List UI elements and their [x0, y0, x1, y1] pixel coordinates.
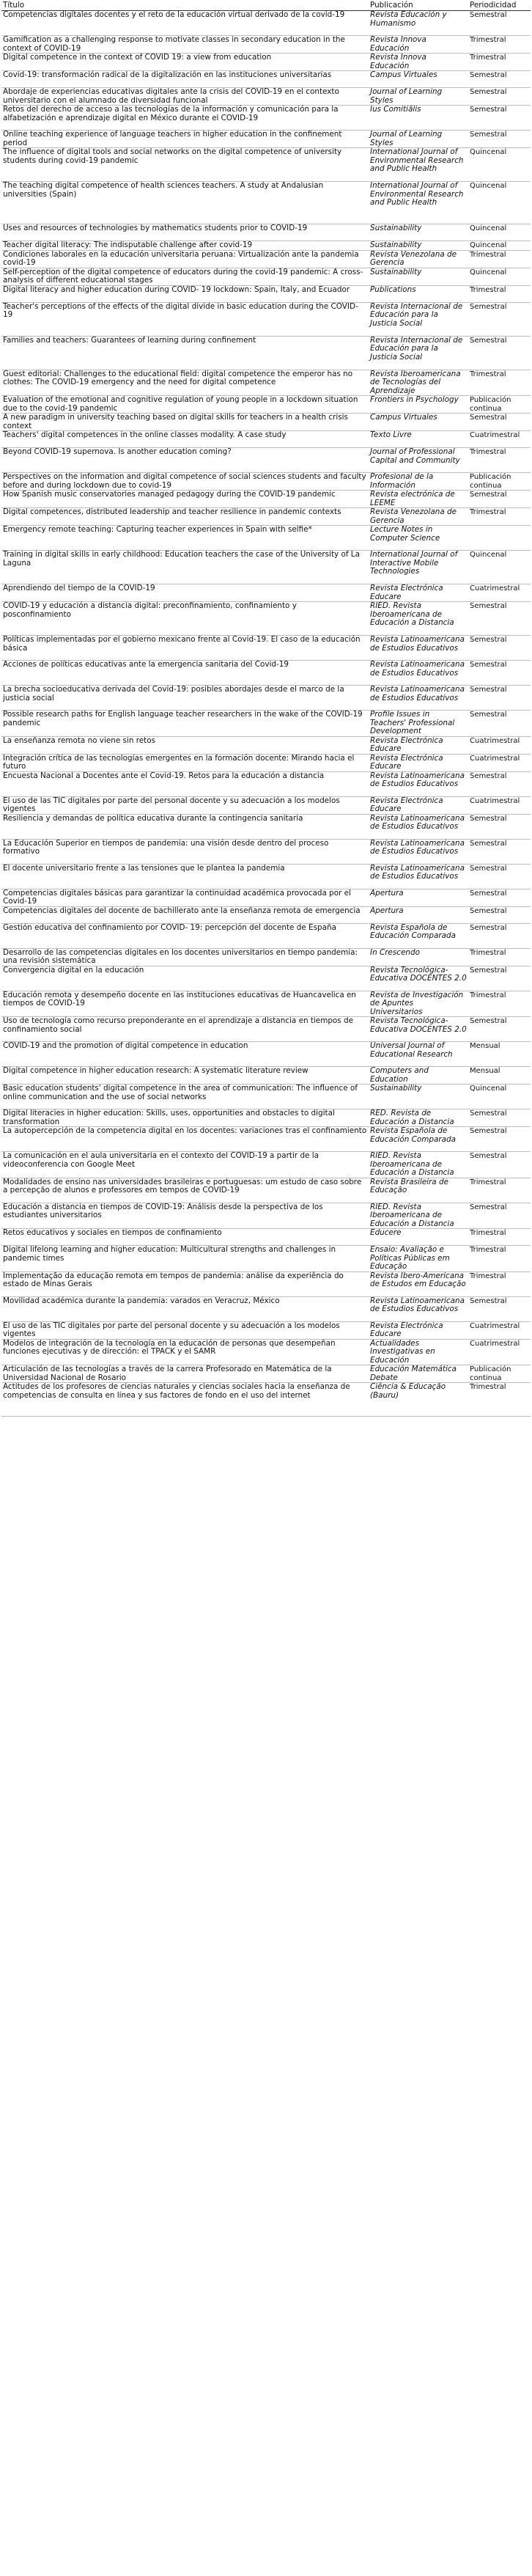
row-periodicity: Semestral — [468, 839, 531, 864]
row-publication: Campus Virtuales — [369, 71, 468, 88]
row-publication: RIED. Revista Iberoamericana de Educación a Distancia — [369, 1203, 468, 1229]
row-publication: Profesional de la Información — [369, 473, 468, 491]
row-title: Emergency remote teaching: Capturing teacher experiences in Spain with selfie* — [1, 526, 369, 551]
row-publication: Revista Latinoamericana de Estudios Educativos — [369, 686, 468, 711]
row-publication: Revista Electrónica Educare — [369, 736, 468, 754]
row-title: How Spanish music conservatories managed pedagogy during the COVID-19 pandemic — [1, 491, 369, 508]
row-publication: Apertura — [369, 906, 468, 923]
row-periodicity: Semestral — [468, 1152, 531, 1178]
table-row — [1, 551, 531, 584]
row-title: COVID-19 and the promotion of digital competence in education — [1, 1042, 369, 1067]
row-periodicity: Trimestral — [468, 948, 531, 966]
row-title: Competencias digitales docentes y el reto de la educación virtual derivado de la covid-19 — [1, 11, 369, 36]
row-publication: International Journal of Interactive Mobile Technologies — [369, 551, 468, 584]
row-periodicity: Publicación continua — [468, 1365, 531, 1383]
row-publication: Educación Matemática Debate — [369, 1365, 468, 1383]
table-row — [1, 1067, 531, 1085]
table-row — [1, 11, 531, 36]
row-periodicity: Semestral — [468, 414, 531, 431]
row-periodicity: Semestral — [468, 814, 531, 839]
row-periodicity: Semestral — [468, 106, 531, 131]
table-row — [1, 431, 531, 448]
row-periodicity — [468, 526, 531, 551]
row-publication: Texto Livre — [369, 431, 468, 448]
table-row — [1, 1109, 531, 1127]
row-title: Basic education students' digital competence in the area of communication: The influence of online communication and the use of social networks — [1, 1085, 369, 1109]
row-periodicity: Semestral — [468, 923, 531, 948]
table-row — [1, 839, 531, 864]
publications-table-wrapper — [1, 0, 531, 1417]
row-title: Convergencia digital en la educación — [1, 966, 369, 991]
row-title: Teacher digital literacy: The indisputable challenge after covid-19 — [1, 241, 369, 251]
row-publication: Frontiers in Psychology — [369, 396, 468, 414]
table-row — [1, 602, 531, 636]
row-title: Competencias digitales del docente de bachillerato ante la enseñanza remota de emergencia — [1, 906, 369, 923]
table-row — [1, 796, 531, 814]
table-row — [1, 736, 531, 754]
header-title: Título — [1, 0, 369, 11]
row-title: Gamification as a challenging response to motivate classes in secondary education in the context of COVID-19 — [1, 36, 369, 54]
table-row — [1, 396, 531, 414]
row-title: Educación remota y desempeño docente en las instituciones educativas de Huancavelica en tiempos de COVID-19 — [1, 991, 369, 1017]
row-publication: RIED. Revista Iberoamericana de Educación a Distancia — [369, 1152, 468, 1178]
row-title: Perspectives on the information and digital competence of social sciences students and faculty before and during lockdown due to covid-19 — [1, 473, 369, 491]
row-title: Educación a distancia en tiempos de COVID-19: Análisis desde la perspectiva de los estudiantes universitarios — [1, 1203, 369, 1229]
row-periodicity: Trimestral — [468, 448, 531, 473]
row-title: El docente universitario frente a las tensiones que le plantea la pandemia — [1, 864, 369, 889]
row-title: Training in digital skills in early childhood: Education teachers the case of the University of La Laguna — [1, 551, 369, 584]
row-title: La Educación Superior en tiempos de pandemia: una visión desde dentro del proceso formativo — [1, 839, 369, 864]
row-title: Digital competence in higher education research: A systematic literature review — [1, 1067, 369, 1085]
table-row — [1, 711, 531, 737]
row-publication: Revista Internacional de Educación para la Justicia Social — [369, 336, 468, 370]
row-publication: Universal Journal of Educational Research — [369, 1042, 468, 1067]
row-periodicity: Semestral — [468, 711, 531, 737]
row-title: Abordaje de experiencias educativas digitales ante la crisis del COVID-19 en el contexto universitario con el alumnado de diversidad funcional — [1, 88, 369, 106]
row-periodicity: Semestral — [468, 889, 531, 906]
row-title: The teaching digital competence of health sciences teachers. A study at Andalusian universities (Spain) — [1, 182, 369, 224]
row-publication: Sustainability — [369, 268, 468, 285]
row-periodicity: Semestral — [468, 11, 531, 36]
row-periodicity: Semestral — [468, 1017, 531, 1042]
table-row — [1, 1042, 531, 1067]
row-periodicity: Trimestral — [468, 250, 531, 268]
row-title: Uso de tecnología como recurso preponderante en el aprendizaje a distancia en tiempos de confinamiento social — [1, 1017, 369, 1042]
row-title: Evaluation of the emotional and cognitive regulation of young people in a lockdown situation due to the covid-19 pandemic — [1, 396, 369, 414]
row-publication: Revista Latinoamericana de Estudios Educativos — [369, 1296, 468, 1321]
row-publication: Ciência & Educação (Bauru) — [369, 1383, 468, 1417]
row-periodicity: Semestral — [468, 1109, 531, 1127]
row-publication: Revista Innova Educación — [369, 36, 468, 54]
row-publication: International Journal of Environmental Research and Public Health — [369, 148, 468, 182]
row-periodicity: Mensual — [468, 1042, 531, 1067]
row-publication: Profile Issues in Teachers' Professional Development — [369, 711, 468, 737]
row-periodicity: Cuatrimestral — [468, 1321, 531, 1339]
row-title: Modelos de integración de la tecnología en la educación de personas que desempeñan funciones ejecutivas y de dirección: el TPACK y el SAMR — [1, 1339, 369, 1365]
table-row — [1, 106, 531, 131]
row-publication: Revista Tecnológica-Educativa DOCENTES 2.0 — [369, 966, 468, 991]
table-row — [1, 302, 531, 336]
table-row — [1, 661, 531, 686]
row-periodicity: Semestral — [468, 636, 531, 661]
row-periodicity: Semestral — [468, 302, 531, 336]
row-periodicity: Semestral — [468, 1203, 531, 1229]
table-row — [1, 526, 531, 551]
row-publication: Computers and Education — [369, 1067, 468, 1085]
row-title: Self-perception of the digital competence of educators during the covid-19 pandemic: A cross-analysis of different educational stages — [1, 268, 369, 285]
row-title: Uses and resources of technologies by mathematics students prior to COVID-19 — [1, 224, 369, 241]
row-title: Retos del derecho de acceso a las tecnologías de la información y comunicación para la alfabetización e aprendizaje digital en México durante el COVID-19 — [1, 106, 369, 131]
table-row — [1, 906, 531, 923]
table-row — [1, 636, 531, 661]
row-publication: International Journal of Environmental Research and Public Health — [369, 182, 468, 224]
row-publication: Revista Española de Educación Comparada — [369, 923, 468, 948]
row-publication: Campus Virtuales — [369, 414, 468, 431]
table-row — [1, 1178, 531, 1203]
row-periodicity: Trimestral — [468, 1246, 531, 1272]
row-title: Resiliencia y demandas de política educativa durante la contingencia sanitaria — [1, 814, 369, 839]
row-title: Aprendiendo del tiempo de la COVID-19 — [1, 584, 369, 602]
row-periodicity: Trimestral — [468, 1383, 531, 1417]
row-publication: RED. Revista de Educación a Distancia — [369, 1109, 468, 1127]
row-publication: Revista Educación y Humanismo — [369, 11, 468, 36]
row-periodicity: Semestral — [468, 131, 531, 148]
row-periodicity: Quincenal — [468, 148, 531, 182]
table-row — [1, 414, 531, 431]
row-title: Beyond COVID-19 supernova. Is another education coming? — [1, 448, 369, 473]
row-publication: Revista Latinoamericana de Estudios Educativos — [369, 636, 468, 661]
row-periodicity: Semestral — [468, 336, 531, 370]
table-row — [1, 991, 531, 1017]
table-row — [1, 182, 531, 224]
row-publication: Revista Ibero-Americana de Estudos em Educação — [369, 1272, 468, 1296]
row-publication: Ius Comitiãlis — [369, 106, 468, 131]
table-row — [1, 1127, 531, 1152]
table-row — [1, 814, 531, 839]
table-row — [1, 250, 531, 268]
table-row — [1, 224, 531, 241]
row-periodicity: Semestral — [468, 491, 531, 508]
row-periodicity: Trimestral — [468, 991, 531, 1017]
table-row — [1, 1017, 531, 1042]
table-row — [1, 36, 531, 54]
row-periodicity: Trimestral — [468, 285, 531, 302]
table-row — [1, 336, 531, 370]
row-title: Actitudes de los profesores de ciencias naturales y ciencias sociales hacia la enseñanza de competencias de consulta en línea y sus factores de fondo en el uso del internet — [1, 1383, 369, 1417]
row-publication: Revista Electrónica Educare — [369, 584, 468, 602]
row-title: The influence of digital tools and social networks on the digital competence of university students during covid-19 pandemic — [1, 148, 369, 182]
row-title: Covid-19: transformación radical de la digitalización en las instituciones universitarias — [1, 71, 369, 88]
row-periodicity: Cuatrimestral — [468, 754, 531, 771]
table-row — [1, 1246, 531, 1272]
row-periodicity: Trimestral — [468, 1272, 531, 1296]
table-row — [1, 1272, 531, 1296]
table-row — [1, 864, 531, 889]
row-publication: Revista Internacional de Educación para la Justicia Social — [369, 302, 468, 336]
row-publication: Revista Latinoamericana de Estudios Educativos — [369, 839, 468, 864]
table-row — [1, 1296, 531, 1321]
row-publication: Journal of Learning Styles — [369, 88, 468, 106]
table-header-row — [1, 0, 531, 11]
row-title: Digital literacy and higher education during COVID- 19 lockdown: Spain, Italy, and Ecuador — [1, 285, 369, 302]
row-title: Digital literacies in higher education: Skills, uses, opportunities and obstacles to digital transformation — [1, 1109, 369, 1127]
table-row — [1, 923, 531, 948]
row-title: Políticas implementadas por el gobierno mexicano frente al Covid-19. El caso de la educación básica — [1, 636, 369, 661]
row-periodicity: Semestral — [468, 88, 531, 106]
row-periodicity: Cuatrimestral — [468, 1339, 531, 1365]
row-periodicity: Quincenal — [468, 551, 531, 584]
row-title: Possible research paths for English language teacher researchers in the wake of the COVID-19 pandemic — [1, 711, 369, 737]
row-periodicity: Trimestral — [468, 508, 531, 526]
table-row — [1, 285, 531, 302]
row-title: La comunicación en el aula universitaria en el contexto del COVID-19 a partir de la videoconferencia con Google Meet — [1, 1152, 369, 1178]
table-row — [1, 754, 531, 771]
table-body — [1, 11, 531, 1417]
row-periodicity: Semestral — [468, 771, 531, 796]
row-title: Condiciones laborales en la educación universitaria peruana: Virtualización ante la pandemia covid-19 — [1, 250, 369, 268]
table-row — [1, 1383, 531, 1417]
row-title: Digital competences, distributed leadership and teacher resilience in pandemic contexts — [1, 508, 369, 526]
row-title: Families and teachers: Guarantees of learning during confinement — [1, 336, 369, 370]
row-publication: Revista Latinoamericana de Estudios Educativos — [369, 814, 468, 839]
row-publication: Revista Innova Educación — [369, 54, 468, 71]
table-row — [1, 54, 531, 71]
row-publication: In Crescendo — [369, 948, 468, 966]
table-row — [1, 491, 531, 508]
table-row — [1, 508, 531, 526]
row-periodicity: Trimestral — [468, 370, 531, 396]
header-periodicity: Periodicidad — [468, 0, 531, 11]
row-publication: Revista de Investigación de Apuntes Universitarios — [369, 991, 468, 1017]
row-periodicity: Cuatrimestral — [468, 431, 531, 448]
table-row — [1, 241, 531, 251]
row-title: Acciones de políticas educativas ante la emergencia sanitaria del Covid-19 — [1, 661, 369, 686]
table-row — [1, 448, 531, 473]
row-publication: Revista Española de Educación Comparada — [369, 1127, 468, 1152]
row-title: Integración crítica de las tecnologías emergentes en la formación docente: Mirando hacia el futuro — [1, 754, 369, 771]
row-publication: Revista Brasileira de Educação — [369, 1178, 468, 1203]
table-row — [1, 966, 531, 991]
row-periodicity: Semestral — [468, 602, 531, 636]
row-title: Articulación de las tecnologías a través de la carrera Profesorado en Matemática de la Universidad Nacional de Rosario — [1, 1365, 369, 1383]
row-publication: Sustainability — [369, 241, 468, 251]
row-periodicity: Mensual — [468, 1067, 531, 1085]
row-periodicity: Semestral — [468, 661, 531, 686]
table-row — [1, 473, 531, 491]
table-row — [1, 1085, 531, 1109]
row-publication: Publications — [369, 285, 468, 302]
table-row — [1, 686, 531, 711]
row-publication: Revista Latinoamericana de Estudios Educativos — [369, 864, 468, 889]
table-row — [1, 1365, 531, 1383]
row-publication: Revista electrónica de LEEME — [369, 491, 468, 508]
row-periodicity: Quincenal — [468, 1085, 531, 1109]
table-row — [1, 148, 531, 182]
row-periodicity: Trimestral — [468, 1229, 531, 1246]
row-title: Gestión educativa del confinamiento por COVID- 19: percepción del docente de España — [1, 923, 369, 948]
row-periodicity: Quincenal — [468, 241, 531, 251]
row-title: Implementação da educação remota em tempos de pandemia: análise da experiência do estado de Minas Gerais — [1, 1272, 369, 1296]
table-row — [1, 1321, 531, 1339]
row-periodicity: Semestral — [468, 966, 531, 991]
table-row — [1, 88, 531, 106]
row-title: A new paradigm in university teaching based on digital skills for teachers in a health crisis context — [1, 414, 369, 431]
row-publication: Apertura — [369, 889, 468, 906]
row-periodicity: Quincenal — [468, 182, 531, 224]
table-row — [1, 889, 531, 906]
row-periodicity: Quincenal — [468, 268, 531, 285]
row-publication: RIED. Revista Iberoamericana de Educación a Distancia — [369, 602, 468, 636]
table-row — [1, 268, 531, 285]
row-publication: Revista Electrónica Educare — [369, 754, 468, 771]
row-periodicity: Quincenal — [468, 224, 531, 241]
row-periodicity: Semestral — [468, 1127, 531, 1152]
row-publication: Educere — [369, 1229, 468, 1246]
table-row — [1, 1203, 531, 1229]
row-publication: Ensaio: Avaliação e Políticas Públicas em Educação — [369, 1246, 468, 1272]
row-publication: Journal of Professional Capital and Community — [369, 448, 468, 473]
table-row — [1, 370, 531, 396]
row-periodicity: Trimestral — [468, 54, 531, 71]
row-title: La autopercepción de la competencia digital en los docentes: variaciones tras el confinamiento — [1, 1127, 369, 1152]
row-publication: Revista Latinoamericana de Estudios Educativos — [369, 771, 468, 796]
row-title: Competencias digitales básicas para garantizar la continuidad académica provocada por el Covid-19 — [1, 889, 369, 906]
row-periodicity: Cuatrimestral — [468, 736, 531, 754]
table-row — [1, 584, 531, 602]
row-title: Movilidad académica durante la pandemia: varados en Veracruz, México — [1, 1296, 369, 1321]
row-periodicity: Cuatrimestral — [468, 584, 531, 602]
row-periodicity: Semestral — [468, 1296, 531, 1321]
table-row — [1, 1229, 531, 1246]
row-title: Guest editorial: Challenges to the educational field: digital competence the emperor has no clothes: The COVID-19 emergency and the need for digital competence — [1, 370, 369, 396]
row-title: El uso de las TIC digitales por parte del personal docente y su adecuación a los modelos vigentes — [1, 1321, 369, 1339]
row-publication: Sustainability — [369, 1085, 468, 1109]
row-title: El uso de las TIC digitales por parte del personal docente y su adecuación a los modelos vigentes — [1, 796, 369, 814]
row-title: Teacher's perceptions of the effects of the digital divide in basic education during the COVID-19 — [1, 302, 369, 336]
row-title: Digital competence in the context of COVID 19: a view from education — [1, 54, 369, 71]
table-row — [1, 1339, 531, 1365]
row-periodicity: Semestral — [468, 71, 531, 88]
row-periodicity: Publicación continua — [468, 396, 531, 414]
row-publication: Revista Tecnológica-Educativa DOCENTES 2.0 — [369, 1017, 468, 1042]
row-title: Modalidades de ensino nas universidades brasileiras e portuguesas: um estudo de caso sobre a percepção de alunos e professores em tempos de COVID-19 — [1, 1178, 369, 1203]
row-publication: Lecture Notes in Computer Science — [369, 526, 468, 551]
row-publication: Revista Venezolana de Gerencia — [369, 508, 468, 526]
row-periodicity: Cuatrimestral — [468, 796, 531, 814]
row-periodicity: Trimestral — [468, 1178, 531, 1203]
row-periodicity: Semestral — [468, 864, 531, 889]
row-title: La enseñanza remota no viene sin retos — [1, 736, 369, 754]
row-title: Digital lifelong learning and higher education: Multicultural strengths and challenges in pandemic times — [1, 1246, 369, 1272]
row-title: Desarrollo de las competencias digitales en los docentes universitarios en tiempo pandemia: una revisión sistemática — [1, 948, 369, 966]
table-row — [1, 1152, 531, 1178]
row-publication: Journal of Learning Styles — [369, 131, 468, 148]
header-publication: Publicación — [369, 0, 468, 11]
table-row — [1, 71, 531, 88]
row-periodicity: Publicación continua — [468, 473, 531, 491]
row-publication: Revista Venezolana de Gerencia — [369, 250, 468, 268]
row-publication: Actualidades Investigativas en Educación — [369, 1339, 468, 1365]
row-publication: Revista Iberoamericana de Tecnologías del Aprendizaje — [369, 370, 468, 396]
row-publication: Revista Electrónica Educare — [369, 1321, 468, 1339]
row-title: Encuesta Nacional a Docentes ante el Covid-19. Retos para la educación a distancia — [1, 771, 369, 796]
row-title: Retos educativos y sociales en tiempos de confinamiento — [1, 1229, 369, 1246]
row-publication: Revista Electrónica Educare — [369, 796, 468, 814]
row-publication: Sustainability — [369, 224, 468, 241]
row-title: Teachers' digital competences in the online classes modality. A case study — [1, 431, 369, 448]
row-periodicity: Trimestral — [468, 36, 531, 54]
publications-table — [1, 0, 531, 1417]
row-publication: Revista Latinoamericana de Estudios Educativos — [369, 661, 468, 686]
row-periodicity: Semestral — [468, 906, 531, 923]
table-row — [1, 131, 531, 148]
table-row — [1, 948, 531, 966]
row-title: Online teaching experience of language teachers in higher education in the confinement period — [1, 131, 369, 148]
row-title: COVID-19 y educación a distancia digital: preconfinamiento, confinamiento y posconfinamiento — [1, 602, 369, 636]
row-periodicity: Semestral — [468, 686, 531, 711]
table-row — [1, 771, 531, 796]
row-title: La brecha socioeducativa derivada del Covid-19: posibles abordajes desde el marco de la justicia social — [1, 686, 369, 711]
